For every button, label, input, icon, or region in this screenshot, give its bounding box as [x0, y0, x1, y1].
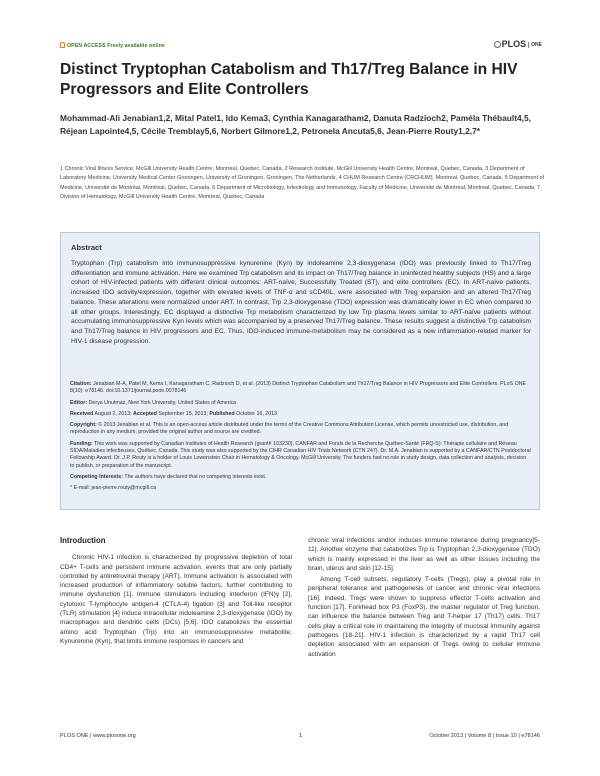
affiliations: 1 Chronic Viral Illness Service, McGill University Health Centre, Montreal, Quebec, Canada, 2 Research Institute, McGill University Health Centre, Montreal, Quebec, Canada, 3 Department of Laboratory Medicine, University Medical Center Groningen, University of Groningen, Groningen, The Netherlands, 4 CHUM Research Centre (CRCHUM), Montreal, Quebec, Canada, 5 Department of Medicine, Université de Montréal, Montreal, Quebec, Canada, 6 Department of Microbiology, Infectiology and Immunology, Faculty of Medicine, Université de Montréal, Montreal, Quebec, Canada, 7 Division of Hematology, McGill University Health Centre, Montreal, Quebec, Canada: [60, 166, 545, 201]
footer-issue: October 2013 | Volume 8 | Issue 10 | e78146: [429, 733, 540, 739]
copyright: Copyright: © 2013 Jenabian et al. This is an open-access article distributed under the terms of the Creative Commons Attribution License, which permits unrestricted use, distribution, and reproduction in any medium, provided the original author and source are credited.: [70, 422, 509, 436]
journal-header: [60, 40, 542, 52]
editor: Editor: Derya Unutmaz, New York University, United States of America: [70, 399, 237, 406]
body-left-column: [60, 536, 292, 648]
paragraph: Chronic HIV-1 infection is characterized by progressive depletion of total CD4+ T-cells and persistent immune activation, events that are only partially controlled by antiretroviral therapy (ART). Immune activation is associated with increased production of inflammatory soluble factors, further contributing to immune dysfunction [1]. Immune stimulators including interferon (IFN)γ [2], cytotoxic T-lymphocyte antigen-4 (CTLA-4) ligation [3] and Toll-like receptor (TLR) stimulation [4] induce intracellular indoleamine 2,3-dioxygenase (IDO) by macrophages and dendritic cells (DCs) [5,6]. IDO catabolizes the essential amino acid Tryptophan (Trp) into an immunosuppressive metabolite, Kynurenine (Kyn), that limits immune responses in cancers and: [60, 554, 292, 645]
abstract-heading: Abstract: [71, 243, 102, 252]
footer-journal: PLOS ONE | www.plosone.org: [60, 733, 136, 739]
plos-one-logo: PLOS ONE: [494, 39, 542, 49]
open-lock-icon: [60, 42, 65, 48]
introduction-heading: Introduction: [60, 536, 106, 545]
page-number: 1: [299, 733, 303, 739]
paragraph: chronic viral infections and/or induces immune tolerance during pregnancy[5-11]. Another enzyme that catabolizes Trp is Tryptophan 2,3-dioxygenase (TDO) which is mainly expressed in the liver as well as other tissues including the brain, uterus and skin [12-15].: [308, 537, 540, 572]
dates: Received August 2, 2013; Accepted September 15, 2013; Published October 16, 2013: [70, 410, 278, 417]
page-footer: [60, 733, 540, 743]
funding: Funding: This work was supported by Canadian Institutes of Health Research (grant# 103230), CANFAR and Fonds de la Recherche Québec-Santé (FRQ-S): Thérapie cellulaire and Réseau SIDA/Maladies infectieuses, Québec, Canada. This study was also supported by the CIHR Canadian HIV Trials Network (CTN 247). Dr. M.A. Jenabian is supported by a CANFAR/CTN Postdoctoral Fellowship Award. Dr. J.P. Routy is a holder of Louis Lowenstein Chair in Hematology & Oncology, McGill University. The funders had no role in study design, data collection and analysis, decision to publish, or preparation of the manuscript.: [70, 440, 531, 469]
article-metadata: [70, 381, 532, 497]
author-list: Mohammad-Ali Jenabian1,2, Mital Patel1, Ido Kema3, Cynthia Kanagaratham2, Danuta Radzioch2, Paméla Thébault4,5, Réjean Lapointe4,5, Cécile Tremblay5,6, Norbert Gilmore1,2, Petronela Ancuta5,6, Jean-Pierre Routy1,2,7*: [60, 113, 531, 137]
corresponding-email: * E-mail: jean-pierre.routy@mcgill.ca: [70, 485, 157, 492]
body-right-column: [308, 536, 540, 661]
competing-interests: Competing Interests: The authors have declared that no competing interests exist.: [70, 473, 267, 480]
abstract-text: Tryptophan (Trp) catabolism into immunosuppressive kynurenine (Kyn) by indoleamine 2,3-dioxygenase (IDO) was previously linked to Th17/Treg differentiation and immune activation. Here we examined Trp catabolism and its impact on Th17/Treg balance in uninfected healthy subjects (HS) and a large cohort of HIV-infected patients with different clinical outcomes: ART-naïve, Successfully Treated (ST), and elite controllers (EC). In ART-naïve patients, increased IDO activity/expression, together with elevated levels of TNF-α and sCD40L, were associated with Treg expansion and an altered Th17/Treg balance. These alterations were normalized under ART. In contrast, Trp 2,3-dioxygenase (TDO) expression was dramatically lower in EC when compared to all other groups. Interestingly, EC displayed a distinctive Trp metabolism characterized by low Trp plasma levels similar to ART-naïve patients without accumulating immunosuppressive Kyn levels which was accompanied by a preserved Th17/Treg balance. These results suggest a distinctive Trp catabolism and Th17/Treg balance in HIV progressors and EC. Thus, IDO-induced immune-metabolism may be considered as a new inflammation-related marker for HIV-1 disease progression.: [71, 260, 531, 345]
paragraph: Among T-cell subsets, regulatory T-cells (Tregs), play a pivotal role in peripheral tolerance and pathogenesis of cancer and chronic viral infections [16]. Indeed, Tregs were shown to suppress effector T-cells activation and function [17]. Forkhead box P3 (FoxP3), the master regulator of Treg function, can influence the balance between Treg and T-helper 17 (Th17) cells. Th17 cells play a critical role in maintaining the integrity of mucosal immunity against pathogens [18-21]. HIV-1 infection is characterized by a rapid Th17 cell depletion associated with an expansion of Tregs owing to cellular immune activation: [308, 576, 540, 658]
article-title: Distinct Tryptophan Catabolism and Th17/Treg Balance in HIV Progressors and Elite Controllers: [60, 61, 518, 98]
plos-circle-icon: [494, 41, 501, 48]
open-access-badge: OPEN ACCESS Freely available online: [60, 42, 165, 49]
citation: Citation: Jenabian M-A, Patel M, Kema I, Kanagaratham C, Radzioch D, et al. (2013) Distinct Tryptophan Catabolism and Th17/Treg Balance in HIV Progressors and Elite Controllers. PLoS ONE 8(10): e78146. doi:10.1371/journal.pone.0078146: [70, 381, 527, 395]
